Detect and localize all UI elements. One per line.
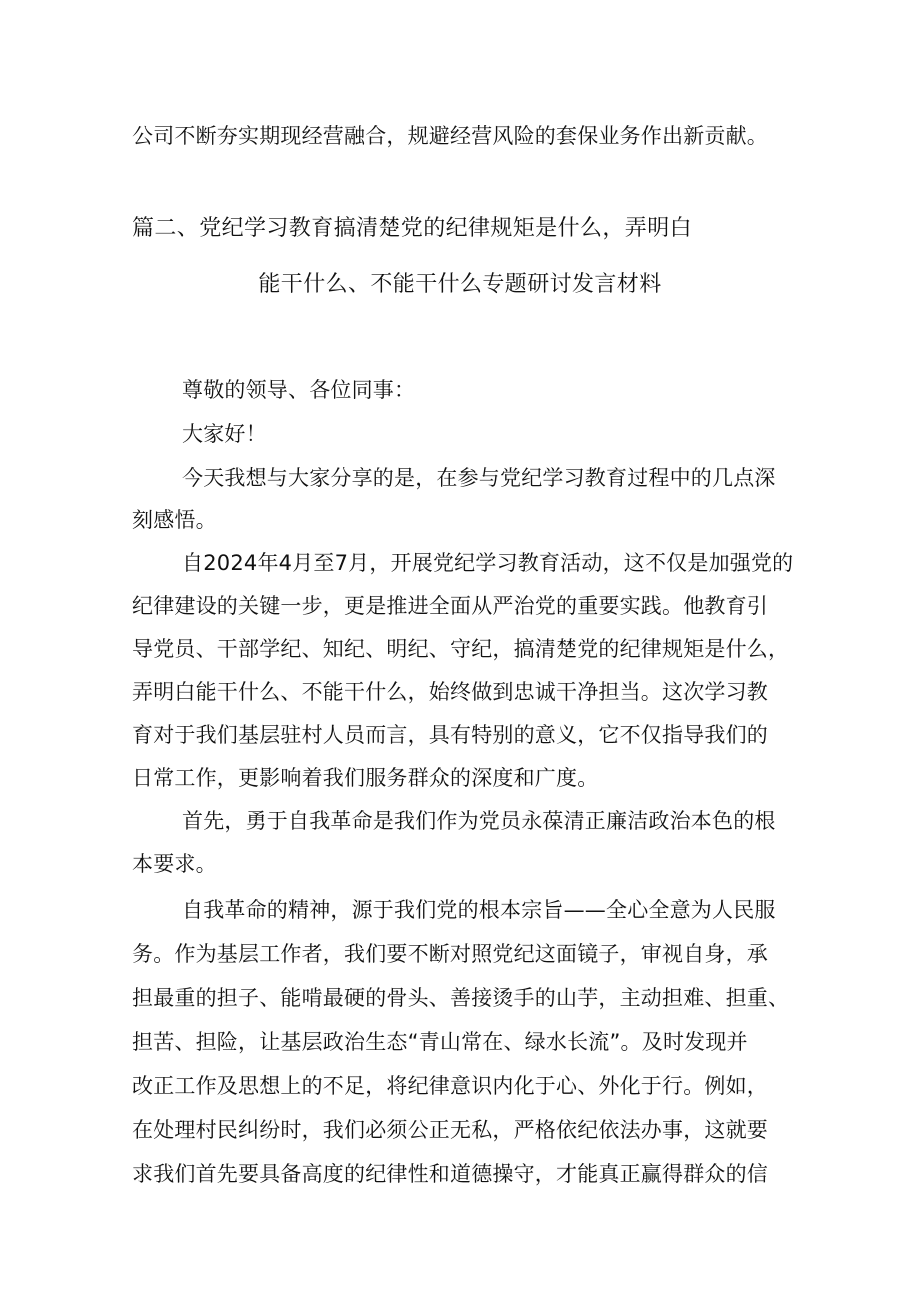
paragraph-line: 今天我想与大家分享的是，在参与党纪学习教育过程中的几点深 [182,466,776,490]
salutation: 尊敬的领导、各位同事： [182,378,416,402]
paragraph-line: 刻感悟。 [132,508,217,532]
paragraph-line: 求我们首先要具备高度的纪律性和道德操守，才能真正赢得群众的信 [132,1162,768,1186]
paragraph-line: 弄明白能干什么、不能干什么，始终做到忠诚干净担当。这次学习教 [132,680,768,704]
paragraph-line: 自2024年4月至7月，开展党纪学习教育活动，这不仅是加强党的 [182,551,794,575]
paragraph-line: 纪律建设的关键一步，更是推进全面从严治党的重要实践。他教育引 [132,594,768,618]
paragraph-line: 担最重的担子、能啃最硬的骨头、善接烫手的山芋，主动担难、担重、 [132,986,790,1010]
paragraph-line: 自我革命的精神，源于我们党的根本宗旨——全心全意为人民服 [182,898,776,922]
paragraph-line: 导党员、干部学纪、知纪、明纪、守纪，搞清楚党的纪律规矩是什么， [132,637,790,661]
section-title-line-2: 能干什么、不能干什么专题研讨发言材料 [258,272,662,297]
paragraph-line: 在处理村民纠纷时，我们必须公正无私，严格依纪依法办事，这就要 [132,1118,768,1142]
body-text-line: 公司不断夯实期现经营融合，规避经营风险的套保业务作出新贡献。 [132,124,768,148]
paragraph-line: 本要求。 [132,852,217,876]
paragraph-line: 改正工作及思想上的不足，将纪律意识内化于心、外化于行。例如， [132,1074,768,1098]
paragraph-line: 首先，勇于自我革命是我们作为党员永葆清正廉洁政治本色的根 [182,809,776,833]
paragraph-line: 务。作为基层工作者，我们要不断对照党纪这面镜子，审视自身，承 [132,942,768,966]
section-title-line-1: 篇二、党纪学习教育搞清楚党的纪律规矩是什么，弄明白 [132,216,693,241]
greeting: 大家好！ [182,422,267,446]
paragraph-line: 日常工作，更影响着我们服务群众的深度和广度。 [132,766,599,790]
paragraph-line: 担苦、担险，让基层政治生态“青山常在、绿水长流”。及时发现并 [132,1030,748,1054]
paragraph-line: 育对于我们基层驻村人员而言，具有特别的意义，它不仅指导我们的 [132,723,768,747]
